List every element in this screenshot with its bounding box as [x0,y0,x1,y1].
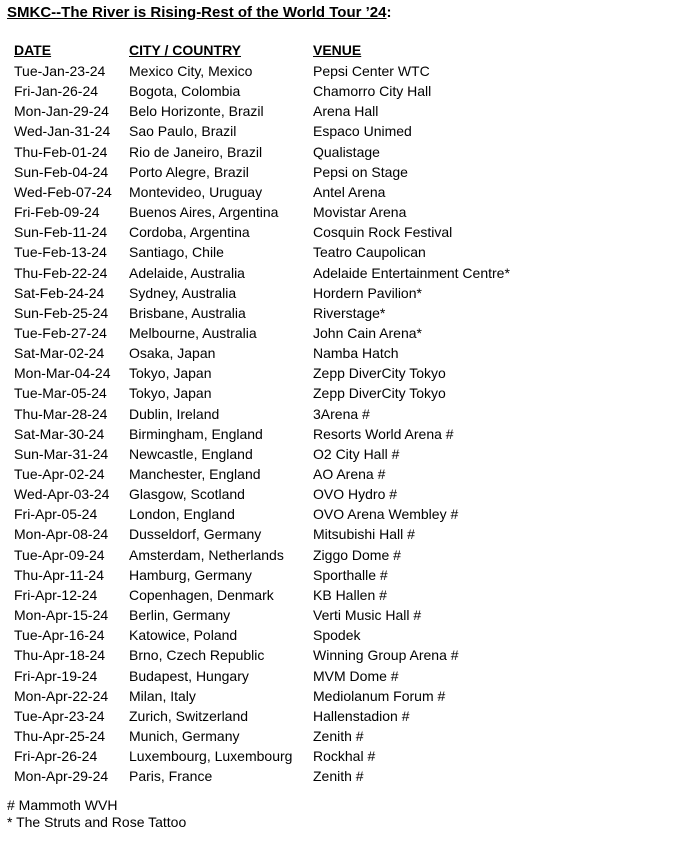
tour-venue: Mediolanum Forum # [313,687,446,704]
tour-city: Glasgow, Scotland [129,486,245,503]
tour-date: Tue-Apr-23-24 [14,707,105,724]
tour-venue: Zenith # [313,727,364,744]
tour-city: Manchester, England [129,466,261,482]
footnote-asterisk: * The Struts and Rose Tattoo [7,814,187,830]
tour-venue: O2 City Hall # [313,445,400,462]
tour-date: Fri-Feb-09-24 [14,204,100,221]
tour-city: Sao Paulo, Brazil [129,123,237,140]
tour-venue: Adelaide Entertainment Centre* [313,264,510,281]
tour-city: London, England [129,506,235,523]
tour-venue: Hallenstadion # [313,707,410,724]
tour-venue: Pepsi Center WTC [313,63,430,79]
header-venue: VENUE [313,42,362,58]
tour-date: Sat-Mar-02-24 [14,345,105,362]
document-title [7,4,391,21]
tour-venue: Resorts World Arena # [313,425,454,442]
tour-date: Fri-Apr-19-24 [14,667,98,684]
tour-city: Tokyo, Japan [129,365,212,382]
tour-venue: Ziggo Dome # [313,546,401,563]
tour-venue: Zepp DiverCity Tokyo [313,365,446,382]
tour-city: Copenhagen, Denmark [129,586,274,603]
footnotes [7,797,186,831]
tour-city: Cordoba, Argentina [129,224,250,241]
tour-date: Mon-Mar-04-24 [14,365,111,382]
tour-date: Thu-Apr-18-24 [14,647,106,664]
tour-date: Tue-Jan-23-24 [14,63,106,79]
tour-date: Tue-Apr-02-24 [14,466,105,482]
tour-venue: Spodek [313,627,361,644]
tour-date: Tue-Feb-27-24 [14,324,107,341]
tour-venue: AO Arena # [313,466,386,482]
tour-venue: Sporthalle # [313,566,388,583]
tour-city: Melbourne, Australia [129,324,257,341]
tour-date: Sat-Mar-30-24 [14,425,105,442]
tour-date: Sun-Feb-25-24 [14,304,109,321]
tour-city: Paris, France [129,768,213,785]
tour-city: Montevideo, Uruguay [129,183,263,200]
tour-date: Mon-Apr-08-24 [14,526,109,543]
header-city-country: CITY / COUNTRY [129,42,242,58]
tour-city: Brisbane, Australia [129,304,246,321]
tour-city: Birmingham, England [129,425,263,442]
tour-venue: Espaco Unimed [313,123,412,140]
tour-city: Santiago, Chile [129,244,224,261]
tour-city: Buenos Aires, Argentina [129,204,279,221]
tour-city: Porto Alegre, Brazil [129,163,249,180]
tour-venue: Mitsubishi Hall # [313,526,415,543]
tour-date: Mon-Apr-15-24 [14,607,109,624]
tour-date: Thu-Apr-25-24 [14,727,106,744]
tour-city: Belo Horizonte, Brazil [129,103,264,120]
tour-city: Amsterdam, Netherlands [129,546,284,563]
tour-venue: Rockhal # [313,748,376,765]
tour-date: Thu-Feb-01-24 [14,143,108,160]
tour-date: Tue-Apr-16-24 [14,627,105,644]
tour-venue: Winning Group Arena # [313,647,459,664]
tour-city: Zurich, Switzerland [129,707,249,724]
tour-venue: OVO Hydro # [313,486,398,503]
tour-city: Munich, Germany [129,727,240,744]
tour-venue: Zenith # [313,768,364,785]
tour-city: Dublin, Ireland [129,405,220,422]
tour-venue: Qualistage [313,143,380,160]
tour-city: Hamburg, Germany [129,566,252,583]
tour-venue: Hordern Pavilion* [313,284,422,301]
tour-date: Thu-Apr-11-24 [14,566,105,583]
header-date: DATE [14,42,52,58]
tour-venue: Movistar Arena [313,204,407,221]
tour-date: Wed-Jan-31-24 [14,123,111,140]
tour-date: Mon-Jan-29-24 [14,103,109,120]
tour-date: Mon-Apr-29-24 [14,768,109,785]
tour-date: Tue-Apr-09-24 [14,546,105,563]
tour-date: Mon-Apr-22-24 [14,687,109,704]
footnote-hash: # Mammoth WVH [7,797,118,813]
tour-venue: Zepp DiverCity Tokyo [313,385,446,402]
tour-venue: Verti Music Hall # [313,607,422,624]
tour-venue: Chamorro City Hall [313,83,432,100]
tour-city: Mexico City, Mexico [129,63,253,79]
tour-venue: Antel Arena [313,183,386,200]
tour-venue: Namba Hatch [313,345,399,362]
tour-venue: Teatro Caupolican [313,244,426,261]
tour-city: Brno, Czech Republic [129,647,265,664]
tour-date: Fri-Apr-26-24 [14,748,98,765]
tour-date: Thu-Feb-22-24 [14,264,108,281]
tour-date: Fri-Apr-12-24 [14,586,98,603]
tour-date: Thu-Mar-28-24 [14,405,108,422]
tour-city: Newcastle, England [129,445,253,462]
tour-venue: OVO Arena Wembley # [313,506,459,523]
tour-venue: Riverstage* [313,304,386,321]
tour-venue: MVM Dome # [313,667,399,684]
tour-date: Tue-Feb-13-24 [14,244,107,261]
tour-date: Tue-Mar-05-24 [14,385,107,402]
title-suffix: : [386,4,392,21]
tour-city: Adelaide, Australia [129,264,245,281]
tour-date: Fri-Jan-26-24 [14,83,99,100]
tour-city: Dusseldorf, Germany [129,526,262,543]
tour-venue: John Cain Arena* [313,324,422,341]
tour-date: Sun-Feb-04-24 [14,163,109,180]
tour-date: Wed-Apr-03-24 [14,486,110,503]
tour-city: Berlin, Germany [129,607,231,624]
tour-city: Osaka, Japan [129,345,216,362]
tour-date: Sat-Feb-24-24 [14,284,105,301]
title-text: SMKC--The River is Rising-Rest of the World Tour ’24 [7,4,387,21]
tour-city: Budapest, Hungary [129,667,249,684]
tour-city: Rio de Janeiro, Brazil [129,143,263,160]
tour-venue: Cosquin Rock Festival [313,224,453,241]
tour-date: Sun-Feb-11-24 [14,224,108,241]
tour-venue: Arena Hall [313,103,379,120]
tour-city: Katowice, Poland [129,627,238,644]
tour-date: Fri-Apr-05-24 [14,506,98,523]
tour-city: Luxembourg, Luxembourg [129,748,293,765]
tour-date: Sun-Mar-31-24 [14,445,109,462]
tour-venue: 3Arena # [313,405,370,422]
tour-venue: Pepsi on Stage [313,163,408,180]
tour-city: Milan, Italy [129,687,196,704]
tour-city: Bogota, Colombia [129,83,241,100]
tour-date: Wed-Feb-07-24 [14,183,112,200]
tour-venue: KB Hallen # [313,586,387,603]
tour-city: Tokyo, Japan [129,385,212,402]
tour-city: Sydney, Australia [129,284,237,301]
